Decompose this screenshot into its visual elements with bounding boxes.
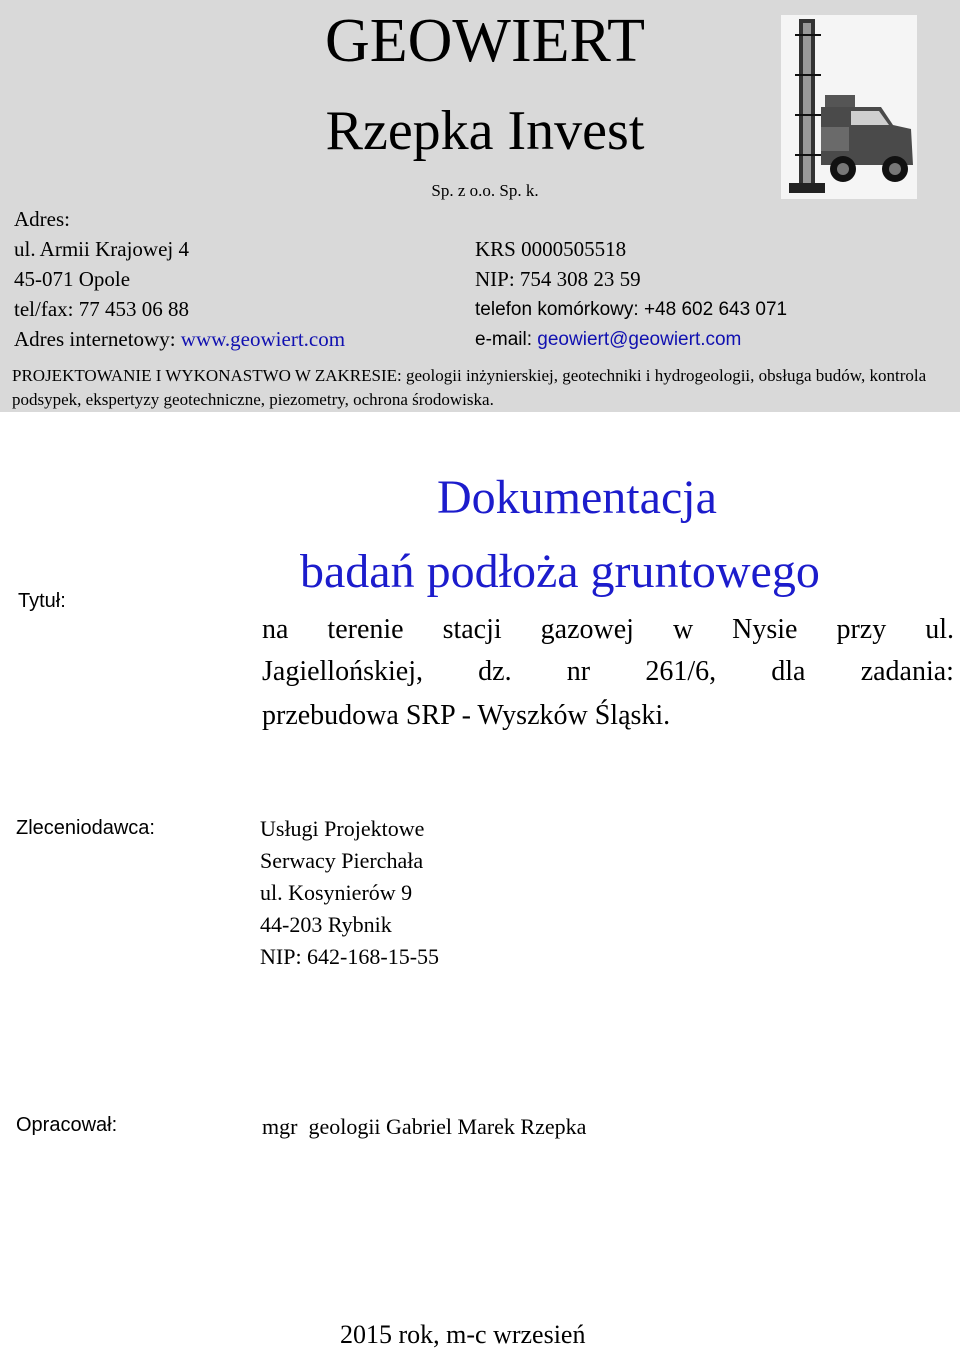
address-web — [14, 326, 345, 352]
nip-number: NIP: 754 308 23 59 — [475, 267, 641, 291]
description-word: Nysie — [732, 614, 798, 645]
company-subname: Rzepka Invest — [325, 100, 645, 162]
address-street: ul. Armii Krajowej 4 — [14, 237, 189, 261]
description-word: stacji — [442, 614, 502, 645]
title-description-line2 — [262, 654, 954, 690]
title-description-line3: przebudowa SRP - Wyszków Śląski. — [262, 700, 671, 731]
description-word: zadania: — [860, 656, 954, 687]
website-link[interactable]: www.geowiert.com — [180, 327, 346, 351]
description-word: 261/6, — [645, 656, 717, 687]
email-line — [475, 327, 741, 353]
description-word: Jagiellońskiej, — [262, 656, 423, 687]
client-city: 44-203 Rybnik — [260, 912, 392, 937]
title-label: Tytuł: — [18, 590, 66, 612]
krs-number: KRS 0000505518 — [475, 237, 627, 261]
email-label: e-mail: — [475, 329, 538, 350]
scope-text: geologii inżynierskiej, geotechniki i hydrogeologii, obsługa budów, kontrola podsypek, ekspertyzy geotechniczne, piezometry, ochrona środowiska. — [12, 366, 927, 409]
description-word: nr — [566, 656, 591, 687]
description-word: terenie — [327, 614, 404, 645]
author-label: Opracował: — [16, 1114, 118, 1136]
company-name: GEOWIERT — [325, 7, 645, 75]
client-name-line2: Serwacy Pierchała — [260, 848, 424, 873]
document-date: 2015 rok, m-c wrzesień — [340, 1320, 586, 1349]
client-name-line1: Usługi Projektowe — [260, 816, 425, 841]
description-word: przy — [836, 614, 887, 645]
address-city: 45-071 Opole — [14, 267, 131, 291]
address-phone: tel/fax: 77 453 06 88 — [14, 297, 189, 321]
title-description-line1 — [262, 612, 954, 648]
mobile-phone: telefon komórkowy: +48 602 643 071 — [475, 299, 788, 320]
document-title-line1: Dokumentacja — [437, 471, 717, 524]
email-link[interactable]: geowiert@geowiert.com — [537, 329, 742, 350]
client-street: ul. Kosynierów 9 — [260, 880, 413, 905]
description-word: gazowej — [540, 614, 634, 645]
author-name: mgr geologii Gabriel Marek Rzepka — [262, 1114, 587, 1139]
description-word: na — [262, 614, 289, 645]
scope-label: PROJEKTOWANIE I WYKONASTWO W ZAKRESIE: — [12, 366, 402, 385]
company-legal-form: Sp. z o.o. Sp. k. — [431, 181, 539, 200]
description-word: ul. — [925, 614, 954, 645]
client-nip: NIP: 642-168-15-55 — [260, 944, 440, 969]
description-word: dla — [771, 656, 806, 687]
description-word: w — [672, 614, 694, 645]
document-title-line2: badań podłoża gruntowego — [300, 545, 820, 598]
scope-of-services — [12, 364, 952, 412]
drilling-rig-truck-photo — [781, 15, 917, 199]
address-label: Adres: — [14, 207, 70, 231]
description-word: dz. — [478, 656, 512, 687]
web-label: Adres internetowy: — [14, 327, 181, 351]
client-label: Zleceniodawca: — [16, 817, 155, 839]
